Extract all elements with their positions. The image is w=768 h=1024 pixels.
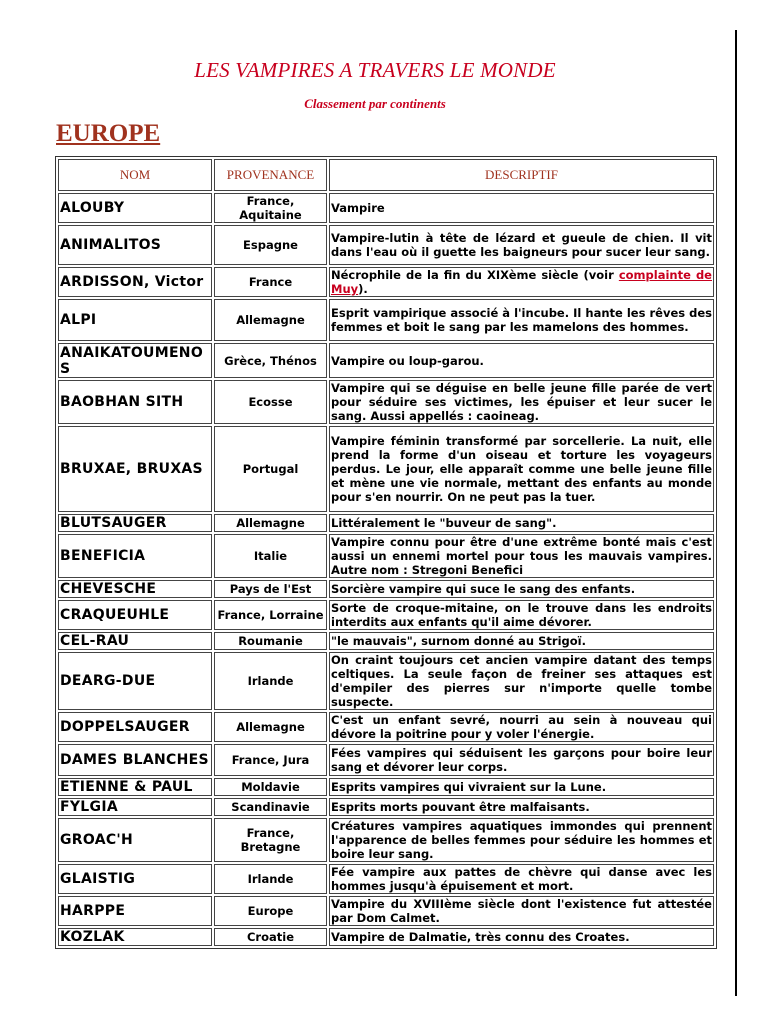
page-title: LES VAMPIRES A TRAVERS LE MONDE xyxy=(194,58,556,82)
page-subtitle: Classement par continents xyxy=(304,96,446,111)
table-row xyxy=(58,514,714,532)
table-row xyxy=(58,600,714,630)
cell-provenance: Pays de l'Est xyxy=(214,580,327,598)
cell-nom: ETIENNE & PAUL xyxy=(58,778,212,796)
table-row xyxy=(58,380,714,424)
table-row xyxy=(58,864,714,894)
table-row xyxy=(58,928,714,946)
column-header-provenance: PROVENANCE xyxy=(214,159,327,191)
cell-descriptif: Vampire féminin transformé par sorcellerie. La nuit, elle prend la forme d'un oiseau et torture les voyageurs perdus. Le jour, elle apparaît comme une belle jeune fille et mène une vie normale, mettant des enfants au monde pour s'en nourrir. On ne peut pas la tuer. xyxy=(329,426,714,512)
cell-provenance: Allemagne xyxy=(214,514,327,532)
cell-descriptif: Esprit vampirique associé à l'incube. Il hante les rêves des femmes et boit le sang par les mamelons des hommes. xyxy=(329,299,714,341)
cell-nom: KOZLAK xyxy=(58,928,212,946)
cell-provenance: Scandinavie xyxy=(214,798,327,816)
table-row xyxy=(58,299,714,341)
page-margin-rule xyxy=(735,30,737,996)
table-row xyxy=(58,652,714,710)
cell-descriptif: Sorte de croque-mitaine, on le trouve dans les endroits interdits aux enfants qu'il aime dévorer. xyxy=(331,601,712,629)
table-row xyxy=(58,193,714,223)
cell-provenance: Grèce, Thénos xyxy=(214,343,327,378)
cell-descriptif: Fée vampire aux pattes de chèvre qui danse avec les hommes jusqu'à épuisement et mort. xyxy=(331,865,712,893)
section-heading-europe: EUROPE xyxy=(56,120,161,147)
table-row xyxy=(58,712,714,742)
complainte-link[interactable]: complainte de Muy xyxy=(331,268,712,296)
cell-descriptif: On craint toujours cet ancien vampire datant des temps celtiques. La seule façon de freiner ses attaques est d'empiler des pierres sur n'importe quelle tombe suspecte. xyxy=(331,653,712,709)
cell-provenance: France, Bretagne xyxy=(214,818,327,862)
cell-nom: DEARG-DUE xyxy=(58,652,212,710)
cell-descriptif xyxy=(329,267,714,297)
cell-descriptif: Vampire du XVIIIème siècle dont l'existence fut attestée par Dom Calmet. xyxy=(331,897,712,925)
cell-provenance: Croatie xyxy=(214,928,327,946)
cell-provenance: Italie xyxy=(214,534,327,578)
cell-provenance: Europe xyxy=(214,896,327,926)
table-row xyxy=(58,580,714,598)
cell-nom: FYLGIA xyxy=(58,798,212,816)
cell-descriptif: C'est un enfant sevré, nourri au sein à nouveau qui dévore la poitrine pour y voler l'énergie. xyxy=(331,713,712,741)
cell-nom: BAOBHAN SITH xyxy=(58,380,212,424)
descriptif-text-after: ). xyxy=(358,282,368,296)
cell-provenance: Roumanie xyxy=(214,632,327,650)
cell-nom: HARPPE xyxy=(58,896,212,926)
cell-provenance: Espagne xyxy=(214,225,327,265)
cell-nom: CHEVESCHE xyxy=(58,580,212,598)
cell-descriptif: Vampire qui se déguise en belle jeune fille parée de vert pour séduire ses victimes, les épuiser et leur sucer le sang. Aussi appellés : caoineag. xyxy=(331,381,712,423)
table-row xyxy=(58,267,714,297)
cell-descriptif: Vampire connu pour être d'une extrême bonté mais c'est aussi un ennemi mortel pour tous les mauvais vampires. Autre nom : Stregoni Benefici xyxy=(331,535,712,577)
cell-nom: ANAIKATOUMENOS xyxy=(58,343,212,378)
cell-descriptif: Esprits vampires qui vivraient sur la Lune. xyxy=(329,778,714,796)
cell-provenance: Ecosse xyxy=(214,380,327,424)
cell-nom: GROAC'H xyxy=(58,818,212,862)
cell-descriptif: Esprits morts pouvant être malfaisants. xyxy=(329,798,714,816)
cell-descriptif: "le mauvais", surnom donné au Strigoï. xyxy=(329,632,714,650)
cell-descriptif: Vampire-lutin à tête de lézard et gueule de chien. Il vit dans l'eau où il guette les baigneurs pour sucer leur sang. xyxy=(329,225,714,265)
cell-descriptif: Vampire xyxy=(329,193,714,223)
cell-provenance: Portugal xyxy=(214,426,327,512)
cell-descriptif: Vampire de Dalmatie, très connu des Croates. xyxy=(329,928,714,946)
table-row xyxy=(58,632,714,650)
cell-provenance: Allemagne xyxy=(214,299,327,341)
cell-nom: ARDISSON, Victor xyxy=(58,267,212,297)
cell-nom: CRAQUEUHLE xyxy=(58,600,212,630)
table-row xyxy=(58,426,714,512)
cell-provenance: France, Aquitaine xyxy=(214,193,327,223)
cell-descriptif: Vampire ou loup-garou. xyxy=(329,343,714,378)
cell-provenance: Irlande xyxy=(214,652,327,710)
cell-provenance: Moldavie xyxy=(214,778,327,796)
cell-nom: ALOUBY xyxy=(58,193,212,223)
cell-nom: BRUXAE, BRUXAS xyxy=(58,426,212,512)
cell-provenance: Irlande xyxy=(214,864,327,894)
cell-descriptif: Fées vampires qui séduisent les garçons pour boire leur sang et dévorer leur corps. xyxy=(331,746,712,774)
cell-nom: GLAISTIG xyxy=(58,864,212,894)
vampires-table xyxy=(55,156,717,949)
cell-descriptif: Sorcière vampire qui suce le sang des enfants. xyxy=(329,580,714,598)
table-header-row xyxy=(58,159,714,191)
cell-provenance: France, Jura xyxy=(214,744,327,776)
cell-nom: DAMES BLANCHES xyxy=(58,744,212,776)
cell-provenance: Allemagne xyxy=(214,712,327,742)
cell-nom: CEL-RAU xyxy=(58,632,212,650)
table-body xyxy=(58,193,714,946)
cell-descriptif: Littéralement le "buveur de sang". xyxy=(329,514,714,532)
cell-nom: ANIMALITOS xyxy=(58,225,212,265)
table-row xyxy=(58,343,714,378)
table-row xyxy=(58,744,714,776)
cell-provenance: France, Lorraine xyxy=(214,600,327,630)
cell-nom: BENEFICIA xyxy=(58,534,212,578)
cell-nom: ALPI xyxy=(58,299,212,341)
column-header-descriptif: DESCRIPTIF xyxy=(329,159,714,191)
table-row xyxy=(58,534,714,578)
cell-provenance: France xyxy=(214,267,327,297)
cell-descriptif: Créatures vampires aquatiques immondes qui prennent l'apparence de belles femmes pour séduire les hommes et boire leur sang. xyxy=(331,819,712,861)
table-row xyxy=(58,225,714,265)
descriptif-text: Nécrophile de la fin du XIXème siècle (voir xyxy=(331,268,619,282)
cell-nom: BLUTSAUGER xyxy=(58,514,212,532)
table-row xyxy=(58,778,714,796)
table-row xyxy=(58,798,714,816)
cell-nom: DOPPELSAUGER xyxy=(58,712,212,742)
table-row xyxy=(58,818,714,862)
table-row xyxy=(58,896,714,926)
column-header-nom: NOM xyxy=(58,159,212,191)
